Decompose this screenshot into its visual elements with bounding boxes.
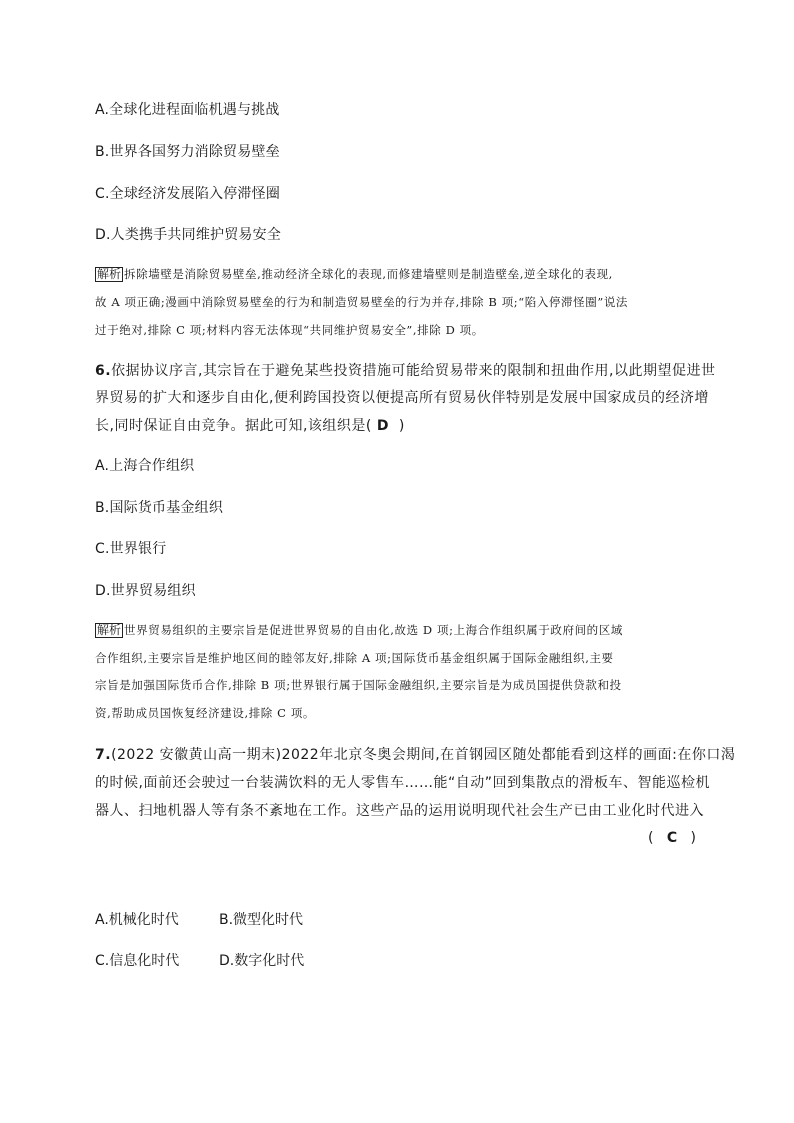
- q7-stem-line-1: 7.(2022 安徽黄山高一期末)2022年北京冬奥会期间,在首钢园区随处都能看到这样的画面:在你口渴: [95, 747, 736, 763]
- q7-source: (2022 安徽黄山高一期末): [111, 747, 282, 763]
- q7-option-a: A.机械化时代: [95, 912, 179, 928]
- q7-number: 7.: [95, 747, 112, 763]
- q6-option-b: B.国际货币基金组织: [95, 500, 224, 516]
- q7-option-b: B.微型化时代: [219, 912, 304, 928]
- q6-stem-line-2: 界贸易的扩大和逐步自由化,便利跨国投资以便提高所有贸易伙伴特别是发展中国家成员的经济增: [95, 390, 709, 406]
- q7-option-d: D.数字化时代: [219, 953, 305, 969]
- q5-analysis-line-3: 过于绝对,排除 C 项;材料内容无法体现“共同维护贸易安全”,排除 D 项。: [95, 323, 484, 337]
- q7-answer: C: [666, 830, 678, 846]
- q7-stem-line-2: 的时候,面前还会驶过一台装满饮料的无人零售车……能“自动”回到集散点的滑板车、智能巡检机: [95, 775, 710, 791]
- q6-stem-line-3: 长,同时保证自由竞争。据此可知,该组织是( D ): [95, 418, 405, 434]
- q6-answer: D: [376, 418, 389, 434]
- analysis-tag: 解析: [97, 623, 122, 637]
- q7-stem-line-3: 器人、扫地机器人等有条不紊地在工作。这些产品的运用说明现代社会生产已由工业化时代进入: [95, 803, 704, 819]
- q5-analysis-line-2: 故 A 项正确;漫画中消除贸易壁垒的行为和制造贸易壁垒的行为并存,排除 B 项;“陷入停滞怪圈”说法: [95, 295, 629, 309]
- q6-option-c: C.世界银行: [95, 541, 167, 557]
- q6-analysis-line-3: 宗旨是加强国际货币合作,排除 B 项;世界银行属于国际金融组织,主要宗旨是为成员国提供贷款和投: [95, 678, 622, 692]
- q5-option-c: C.全球经济发展陷入停滞怪圈: [95, 186, 281, 202]
- q5-option-b: B.世界各国努力消除贸易壁垒: [95, 144, 280, 160]
- q6-option-a: A.上海合作组织: [95, 458, 195, 474]
- q7-option-c: C.信息化时代: [95, 953, 180, 969]
- q6-number: 6.: [95, 363, 112, 379]
- q6-option-d: D.世界贸易组织: [95, 583, 196, 599]
- q6-stem-line-1: 6.依据协议序言,其宗旨在于避免某些投资措施可能给贸易带来的限制和扭曲作用,以此期望促进世: [95, 363, 716, 379]
- q5-option-a: A.全球化进程面临机遇与挑战: [95, 102, 280, 118]
- q7-answer-bracket: ( C ): [648, 830, 696, 846]
- q6-analysis-line-2: 合作组织,主要宗旨是维护地区间的睦邻友好,排除 A 项;国际货币基金组织属于国际金融组织,主要: [95, 651, 614, 665]
- analysis-tag: 解析: [97, 267, 122, 281]
- q5-option-d: D.人类携手共同维护贸易安全: [95, 227, 282, 243]
- q6-analysis-line-1: 解析 世界贸易组织的主要宗旨是促进世界贸易的自由化,故选 D 项;上海合作组织属于政府间的区域: [97, 623, 623, 637]
- q6-analysis-line-4: 资,帮助成员国恢复经济建设,排除 C 项。: [95, 706, 316, 720]
- q5-analysis-line-1: 解析 拆除墙壁是消除贸易壁垒,推动经济全球化的表现,而修建墙壁则是制造壁垒,逆全球化的表现,: [97, 267, 613, 281]
